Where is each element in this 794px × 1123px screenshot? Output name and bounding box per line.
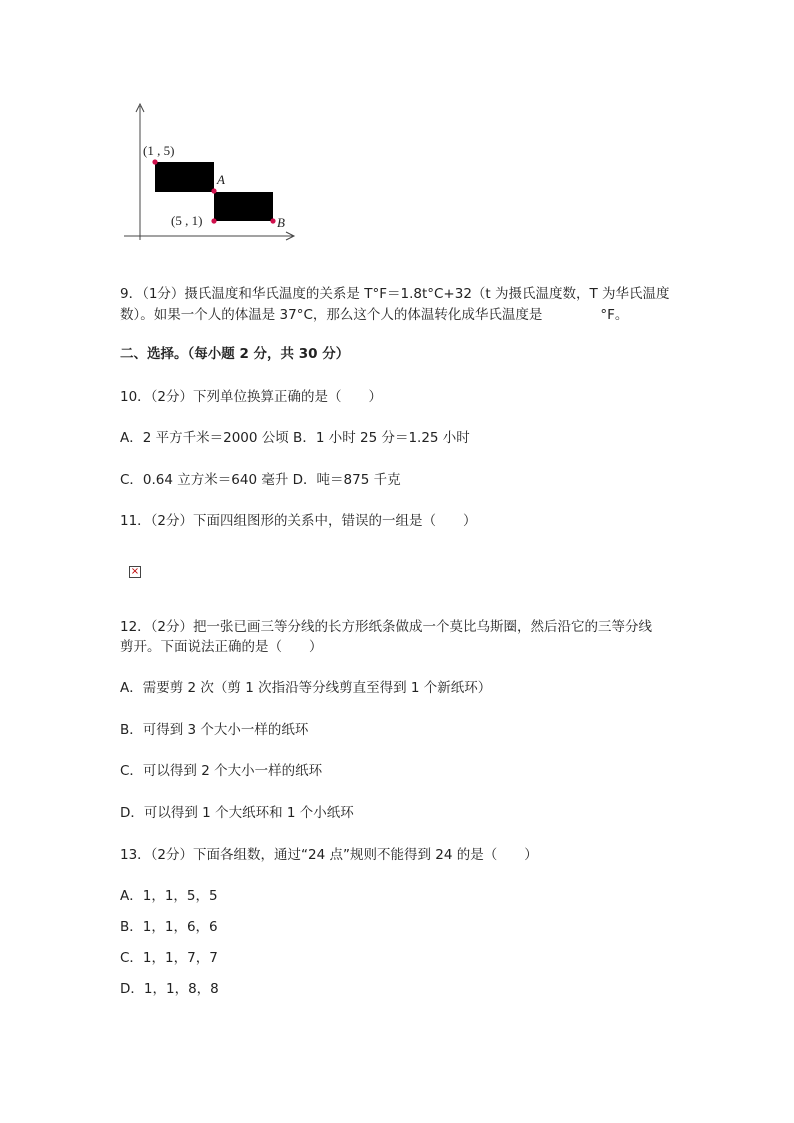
q12-option-a: A．需要剪 2 次（剪 1 次指沿等分线剪直至得到 1 个新纸环） [120, 680, 492, 696]
q10-options-cd: C．0.64 立方米＝640 毫升 D．吨＝875 千克 [120, 472, 401, 488]
q10-stem: 10．（2分）下列单位换算正确的是（ ） [120, 389, 383, 405]
upper-rectangle [155, 162, 214, 192]
broken-image-icon: × [130, 566, 140, 577]
point-5-1 [211, 218, 216, 223]
label-a: A [217, 172, 225, 187]
coordinate-figure-svg [118, 100, 300, 258]
coordinate-figure [118, 100, 300, 258]
label-5-1: (5 , 1) [171, 213, 203, 228]
point-b [270, 218, 275, 223]
q9-line-2 [120, 305, 628, 325]
lower-rectangle [214, 192, 273, 221]
q13-stem: 13．（2分）下面各组数，通过“24 点”规则不能得到 24 的是（ ） [120, 847, 538, 863]
q13-option-d: D．1，1，8，8 [120, 981, 219, 997]
q13-option-b: B．1，1，6，6 [120, 919, 218, 935]
q9-line-2-text: 数）。如果一个人的体温是 37°C，那么这个人的体温转化成华氏温度是 [120, 307, 543, 323]
label-1-5: (1 , 5) [143, 143, 175, 158]
q13-option-a: A．1，1，5，5 [120, 888, 218, 904]
q12-option-b: B．可得到 3 个大小一样的纸环 [120, 722, 309, 738]
label-b: B [277, 215, 285, 230]
q9-unit: °F。 [600, 307, 629, 323]
q12-option-d: D．可以得到 1 个大纸环和 1 个小纸环 [120, 805, 354, 821]
q11-stem: 11．（2分）下面四组图形的关系中，错误的一组是（ ） [120, 513, 477, 529]
point-a [211, 188, 216, 193]
q9-line-1: 9．（1分）摄氏温度和华氏温度的关系是 T°F＝1.8t°C+32（t 为摄氏温度数，T 为华氏温度 [120, 286, 670, 302]
q12-stem-line-1: 12．（2分）把一张已画三等分线的长方形纸条做成一个莫比乌斯圈，然后沿它的三等分线 [120, 619, 653, 635]
point-1-5 [152, 159, 157, 164]
q12-option-c: C．可以得到 2 个大小一样的纸环 [120, 763, 323, 779]
q10-options-ab: A．2 平方千米＝2000 公顷 B．1 小时 25 分＝1.25 小时 [120, 430, 470, 446]
q12-stem-line-2: 剪开。下面说法正确的是（ ） [120, 639, 323, 655]
q13-option-c: C．1，1，7，7 [120, 950, 218, 966]
section-2-heading: 二、选择。（每小题 2 分，共 30 分） [120, 346, 350, 362]
